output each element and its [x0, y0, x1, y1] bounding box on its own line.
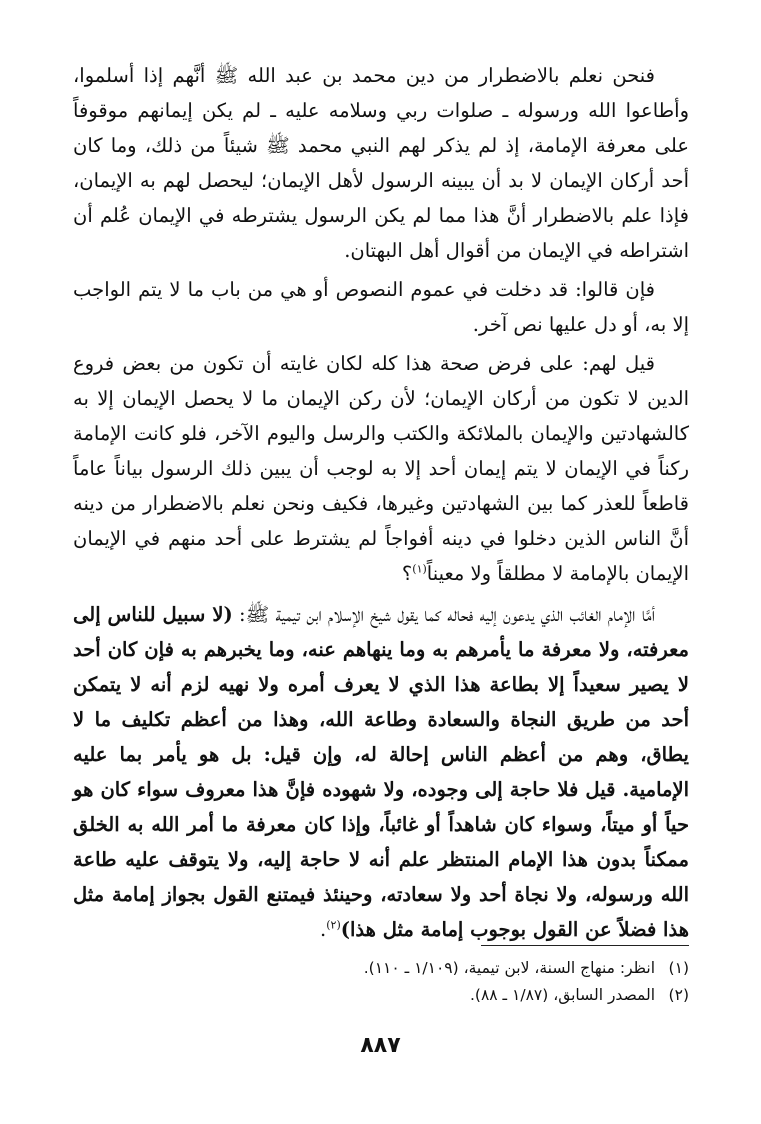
footnote-ref-1[interactable]: (١) [412, 562, 427, 576]
paragraph-2-text: فإن قالوا: قد دخلت في عموم النصوص أو هي من باب ما لا يتم الواجب إلا به، أو دل عليها نص آخر. [73, 278, 689, 336]
footnote-2-number: (٢) [668, 986, 689, 1004]
paragraph-3 [73, 346, 689, 591]
paragraph-4-intro: أمَّا الإمام الغائب الذي يدعون إليه فحاله كما يقول شيخ الإسلام ابن تيمية ﷺ: [239, 603, 655, 626]
paragraph-4-end: . [320, 918, 327, 941]
footnote-1-number: (١) [668, 959, 689, 977]
paragraph-3-text: قيل لهم: على فرض صحة هذا كله لكان غايته أن تكون من بعض فروع الدين لا تكون من أركان الإيمان؛ لأن ركن الإيمان ما لا يحصل الإيمان إلا به كالشهادتين والإيمان بالملائكة والكتب والرسل واليوم الآخر، فلو كانت الإمامة ركناً في الإيمان لا يتم إيمان أحد إلا به لوجب أن يبين ذلك الرسول بياناً عاماً قاطعاً للعذر كما بين الشهادتين وغيرها، فكيف ونحن نعلم بالاضطرار من دينه أنَّ الناس الذين دخلوا في دينه أفواجاً لم يشترط على أحد منهم في الإيمان الإيمان بالإمامة لا مطلقاً ولا معيناً [73, 352, 689, 585]
footnotes-section [73, 955, 689, 1009]
footnote-2 [73, 982, 689, 1009]
footnote-1 [73, 955, 689, 982]
paragraph-3-end: ؟ [401, 562, 413, 585]
paragraph-1-text: فنحن نعلم بالاضطرار من دين محمد بن عبد الله ﷺ أنَّهم إذا أسلموا، وأطاعوا الله ورسوله ـ صلوات ربي وسلامه عليه ـ لم يكن إيمانهم موقوفاً على معرفة الإمامة، إذ لم يذكر لهم النبي محمد ﷺ شيئاً من ذلك، وما كان أحد أركان الإيمان لا بد أن يبينه الرسول لأهل الإيمان؛ ليحصل لهم به الإيمان، فإذا علم بالاضطرار أنَّ هذا مما لم يكن الرسول يشترطه في الإيمان عُلم أن اشتراطه في الإيمان من أقوال أهل البهتان. [73, 64, 689, 262]
paragraph-2 [73, 272, 689, 342]
footnote-divider [481, 945, 689, 946]
page-body [73, 58, 689, 947]
footnote-ref-2[interactable]: (٢) [326, 918, 341, 932]
paragraph-1 [73, 58, 689, 268]
page-number: ٨٨٧ [360, 1033, 401, 1058]
ibn-taymiyya-quote: (لا سبيل للناس إلى معرفته، ولا معرفة ما يأمرهم به وما ينهاهم عنه، وما يخبرهم به فإن كان أحد لا يصير سعيداً إلا بطاعة هذا الذي لا يعرف أمره ولا نهيه لزم أنه لا يتمكن أحد من طريق النجاة والسعادة وطاعة الله، وهذا من أعظم تكليف ما لا يطاق، وهم من أعظم الناس إحالة له، وإن قيل: بل هو يأمر بما عليه الإمامية. قيل فلا حاجة إلى وجوده، ولا شهوده فإنَّ هذا معروف سواء كان هو حياً أو ميتاً، وسواء كان شاهداً أو غائباً، وإذا كان معرفة ما أمر الله به الخلق ممكناً بدون هذا الإمام المنتظر علم أنه لا حاجة إليه، ولا يتوقف عليه طاعة الله ورسوله، ولا نجاة أحد ولا سعادته، وحينئذ فيمتنع القول بجواز إمامة مثل هذا فضلاً عن القول بوجوب إمامة مثل هذا) [73, 603, 689, 941]
footnote-1-text: انظر: منهاج السنة، لابن تيمية، (١/١٠٩ ـ ١١٠). [363, 959, 655, 977]
footnote-2-text: المصدر السابق، (١/٨٧ ـ ٨٨). [469, 986, 655, 1004]
paragraph-4 [73, 597, 689, 947]
